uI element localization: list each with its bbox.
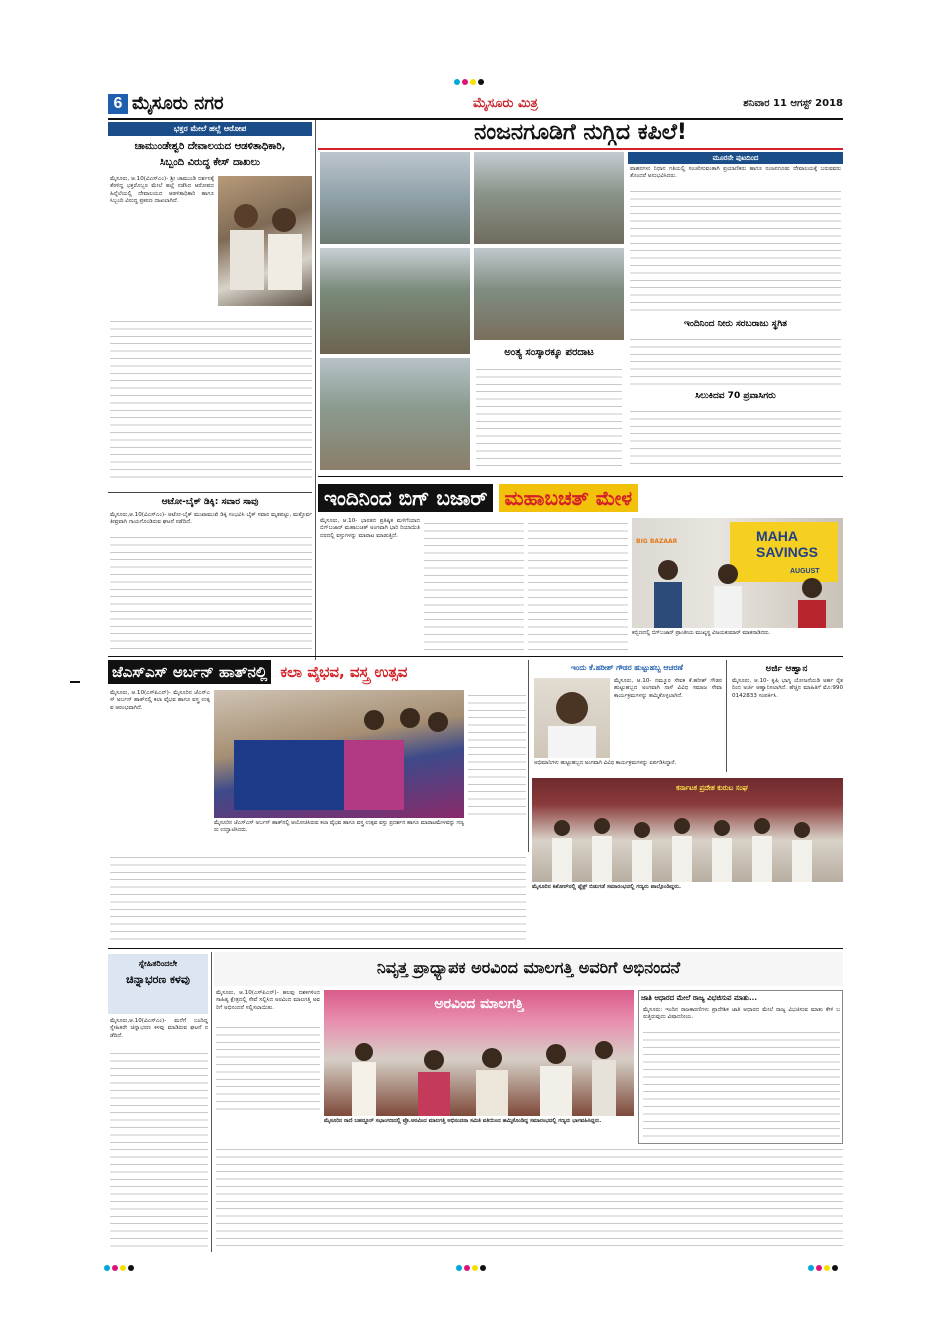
chain-box — [108, 954, 208, 1014]
register-dot-magenta-icon — [462, 79, 468, 85]
left-story-photo — [218, 176, 312, 306]
flood-photo-1 — [320, 152, 470, 244]
register-dot-black-icon — [128, 1265, 134, 1271]
chain-body-lines — [110, 1048, 208, 1248]
top-sidebar-sub1: ಇಂದಿನಿಂದ ನೀರು ಸರಬರಾಜು ಸ್ಥಗಿತ — [684, 319, 787, 329]
birthday-caption-text: ಅಭಿಮಾನಿಗಳು ಹುಟ್ಟುಹಬ್ಬದ ಅಂಗವಾಗಿ ವಿವಿಧ ಕಾರ್ಯಕ್ರಮಗಳನ್ನು ಏರ್ಪಡಿಸಿದ್ದಾರೆ. — [534, 760, 677, 766]
top-sidebar-sub2: ಸಿಲುಕಿದವ 70 ಪ್ರವಾಸಿಗರು — [695, 391, 776, 401]
top-sidebar-lines-b — [630, 334, 841, 388]
flood-photo-5 — [320, 358, 470, 470]
bigbazaar-headline — [318, 484, 843, 514]
margin-mark — [70, 681, 80, 683]
bigbazaar-headline-b: ಮಹಾಬಚತ್ ಮೇಳ — [499, 484, 639, 512]
birthday-body-text: ಮೈಸೂರು, ಆ.10- ನಮ್ಮೂರ ಸೇವಕ ಕೆ.ಹರೀಶ್ ಗೌಡರ ಹುಟ್ಟುಹಬ್ಬದ ಅಂಗವಾಗಿ ನಾಳೆ ವಿವಿಧ ಸಮಾಜ ಸೇವಾ ಕಾರ್ಯಕ್ರಮಗಳನ್ನು ಹಮ್ಮಿಕೊಳ್ಳಲಾಗಿದೆ. — [614, 678, 722, 699]
jss-body-b — [110, 852, 526, 944]
bigbazaar-photo — [632, 518, 843, 628]
event-caption — [532, 884, 843, 944]
register-dot-yellow-icon — [120, 1265, 126, 1271]
jss-headline — [108, 660, 526, 686]
top-headline: ನಂಜನಗೂಡಿಗೆ ನುಗ್ಗಿದ ಕಪಿಲೆ! — [474, 120, 687, 145]
top-sidebar-lines-c — [630, 406, 841, 470]
bigbazaar-ad-savings: SAVINGS — [756, 544, 818, 560]
page-header — [108, 92, 843, 118]
arji-rule — [726, 660, 727, 772]
chain-rule — [211, 952, 212, 1252]
event-photo — [532, 778, 843, 882]
register-dot-cyan-icon — [808, 1265, 814, 1271]
register-dot-black-icon — [480, 1265, 486, 1271]
bigbazaar-caption — [632, 630, 843, 652]
top-sidebar-kicker — [628, 152, 843, 164]
arji-title: ಅರ್ಜಿ ಆಹ್ವಾನ — [765, 664, 808, 674]
jss-body-text: ಮೈಸೂರು, ಆ.10(ಎಸ್‌ಪಿಎನ್)- ಮೈಸೂರಿನ ಜೆಎಸ್‌ಎಸ್ ಅರ್ಬನ್ ಹಾತ್‌ನಲ್ಲಿ ಕಲಾ ವೈಭವ ಹಾಗೂ ವಸ್ತ್ರ ಉತ್ಸವ ಆರಂಭವಾಗಿದೆ. — [110, 690, 210, 711]
birthday-portrait — [534, 678, 610, 758]
jss-side-lines — [468, 690, 526, 818]
event-caption-text: ಮೈಸೂರಿನ ಕಿಶೋರ್‌ನಲ್ಲಿ ಫ್ಲೆಕ್ಸ್ ಬಿಡುಗಡೆ ಸಮಾರಂಭದಲ್ಲಿ ಗಣ್ಯರು ಪಾಲ್ಗೊಂಡಿದ್ದರು. — [532, 884, 682, 890]
register-dot-magenta-icon — [464, 1265, 470, 1271]
bottom-photo — [324, 990, 634, 1116]
group-photo-icon — [532, 778, 843, 882]
page-number: 6 — [113, 95, 123, 112]
jss-caption-text: ಮೈಸೂರಿನ ಜೆಎಸ್‌ಎಸ್ ಅರ್ಬನ್ ಹಾತ್‌ನಲ್ಲಿ ಆಯೋಜಿಸಿರುವ ಕಲಾ ವೈಭವ ಹಾಗೂ ವಸ್ತ್ರ ಉತ್ಸವ ವಸ್ತು ಪ್ರದರ್ಶನ ಹಾಗೂ ಮಾರಾಟಮೇಳವನ್ನು ಗಣ್ಯರು ಉದ್ಘಾಟಿಸಿದರು. — [214, 820, 464, 834]
bigbazaar-ad-maha: MAHA — [756, 528, 798, 544]
register-dots-bottom-right — [808, 1256, 840, 1275]
register-dot-cyan-icon — [104, 1265, 110, 1271]
bigbazaar-ad-brand: BIG BAZAAR — [636, 538, 678, 545]
auto-body-lines — [110, 532, 312, 654]
jss-body-a — [110, 690, 210, 850]
people-photo-icon — [218, 176, 312, 306]
arji-body-text: ಮೈಸೂರು, ಆ.10- ಕೃಷಿ ಭಾಗ್ಯ ಯೋಜನೆಯಡಿ ಅರ್ಹ ರೈತರಿಂದ ಅರ್ಜಿ ಆಹ್ವಾನಿಸಲಾಗಿದೆ. ಹೆಚ್ಚಿನ ಮಾಹಿತಿಗೆ ಮೊ:9900142833 ಸಂಪರ್ಕಿಸಿ. — [732, 678, 843, 699]
bottom-body-cols — [216, 1144, 843, 1248]
birthday-body — [614, 678, 722, 758]
register-dot-black-icon — [478, 79, 484, 85]
funeral-caption-body — [476, 364, 622, 470]
left-kicker — [108, 122, 312, 136]
bigbazaar-body-c — [528, 518, 628, 652]
bigbazaar-body-text: ಮೈಸೂರು, ಆ.10- ಭಾರತದ ಪ್ರತಿಷ್ಠಿತ ಮಳಿಗೆಯಾದ ಬಿಗ್‌ಬಜಾರ್ ಮಹಾಬಚತ್ ಅಂಗವಾಗಿ ಭಾರಿ ರಿಯಾಯಿತಿ ದರದಲ್ಲಿ ವಸ್ತುಗಳನ್ನು ಮಾರಾಟ ಮಾಡುತ್ತಿದೆ. — [320, 518, 420, 539]
jss-headline-b: ಕಲಾ ವೈಭವ, ವಸ್ತ್ರ ಉತ್ಸವ — [280, 663, 408, 681]
lower-rule — [108, 948, 843, 949]
bottom-body-text: ಮೈಸೂರು, ಆ.10(ಎಸ್‌ಪಿಎನ್)- ಹಲವು ದಶಕಗಳಿಂದ ಸಾಹಿತ್ಯ ಕ್ಷೇತ್ರದಲ್ಲಿ ಸೇವೆ ಸಲ್ಲಿಸಿದ ಅರವಿಂದ ಮಾಲಗತ್ತಿ ಅವರಿಗೆ ಅಭಿನಂದನೆ ಸಲ್ಲಿಸಲಾಯಿತು. — [216, 990, 320, 1011]
flood-photo-2 — [474, 152, 624, 244]
bigbazaar-caption-text: ಕಬ್ಬಿಣದಲ್ಲಿ ಬಿಗ್‌ಬಜಾರ್ ಪ್ರಾಂತೀಯ ಮುಖ್ಯಸ್ಥ ವಿಜಯಕುಮಾರ್ ಮಾತನಾಡಿದರು. — [632, 630, 771, 636]
flood-photo-3 — [320, 248, 470, 354]
bottom-caption — [324, 1118, 634, 1140]
register-dot-magenta-icon — [112, 1265, 118, 1271]
bottom-caption-text: ಮೈಸೂರಿನ ರಾಣಿ ಬಹದ್ದೂರ್ ಸಭಾಂಗಣದಲ್ಲಿ ಪ್ರೊ.ಅರವಿಂದ ಮಾಲಗತ್ತಿ ಅಭಿನಂದನಾ ಸಮಿತಿ ವತಿಯಿಂದ ಹಮ್ಮಿಕೊಂಡಿದ್ದ ಸಮಾರಂಭದಲ್ಲಿ ಗಣ್ಯರು ಭಾಗವಹಿಸಿದ್ದರು. — [324, 1118, 602, 1124]
bottom-box-body-text: ಮೈಸೂರು: ಇಂದಿನ ರಾಜಕಾರಣಿಗಳು ಪ್ರಾದೇಶಿಕ ಜಾತಿ ಆಧಾರದ ಮೇಲೆ ರಾಜ್ಯ ವಿಭಜಿಸುವ ಮಾತು ಕೇಳಿ ಬರುತ್ತಿರುವುದು ವಿಷಾದನೀಯ. — [643, 1007, 840, 1021]
bottom-box — [638, 990, 843, 1144]
top-sidebar-lines-a — [630, 186, 841, 316]
mid-rule — [108, 656, 843, 657]
bottom-box-title: ಜಾತಿ ಆಧಾರದ ಮೇಲೆ ರಾಜ್ಯ ವಿಭಜಿಸುವ ಮಾತು... — [641, 994, 757, 1002]
jss-caption — [214, 820, 464, 842]
jss-headline-a: ಜೆಎಸ್‌ಎಸ್ ಅರ್ಬನ್ ಹಾತ್‌ನಲ್ಲಿ — [108, 660, 271, 684]
register-dot-yellow-icon — [824, 1265, 830, 1271]
left-story-byline: ಮೈಸೂರು, ಆ.10(ವಿಎಸ್‌ಎಂ)- ಶ್ರೀ ಚಾಮುಂಡಿ ದರ್ಶನಕ್ಕೆ ತೆರಳಿದ್ದ ಭಕ್ತರೊಬ್ಬರ ಮೇಲೆ ಹಲ್ಲೆ ನಡೆಸಿದ ಆರೋಪದ ಹಿನ್ನೆಲೆಯಲ್ಲಿ ದೇವಾಲಯದ ಆಡಳಿತಾಧಿಕಾರಿ ಹಾಗೂ ಸಿಬ್ಬಂದಿ ವಿರುದ್ಧ ಪ್ರಕರಣ ದಾಖಲಾಗಿದೆ. — [110, 176, 214, 205]
bottom-body-a-lines — [216, 1022, 320, 1110]
bigbazaar-body-a — [320, 518, 420, 652]
bigbazaar-ad-month: AUGUST — [790, 568, 820, 575]
chain-kicker: ಸ್ನೇಹಿತರಿಂದಲೇ — [138, 959, 178, 968]
register-dot-cyan-icon — [454, 79, 460, 85]
column-rule — [315, 120, 316, 660]
bottom-photo-banner: ಅರವಿಂದ ಮಾಲಗತ್ತಿ — [434, 996, 524, 1012]
auto-body-text: ಮೈಸೂರು,ಆ.10(ವಿಎಸ್‌ಎಂ)- ಆಟೋ-ಬೈಕ್ ಮುಖಾಮುಖಿ ಡಿಕ್ಕಿ ಸಂಭವಿಸಿ ಬೈಕ್ ಸವಾರ ಮೃತಪಟ್ಟು, ಮತ್ತೊರ್ವ ತೀವ್ರವಾಗಿ ಗಾಯಗೊಂಡಿರುವ ಘಟನೆ ನಡೆದಿದೆ. — [110, 512, 312, 526]
bigbazaar-headline-a: ಇಂದಿನಿಂದ ಬಿಗ್ ಬಜಾರ್ — [318, 484, 493, 512]
bottom-headline: ನಿವೃತ್ತ ಪ್ರಾಧ್ಯಾಪಕ ಅರವಿಂದ ಮಾಲಗತ್ತಿ ಅವರಿಗೆ ಅಭಿನಂದನೆ — [214, 952, 843, 986]
auto-title: ಆಟೋ-ಬೈಕ್ ಡಿಕ್ಕಿ: ಸವಾರ ಸಾವು — [161, 497, 259, 507]
left-kicker-text: ಭಕ್ತರ ಮೇಲೆ ಹಲ್ಲೆ ಆರೋಪ — [173, 124, 247, 133]
chain-title: ಚಿನ್ನಾಭರಣ ಕಳವು — [126, 973, 190, 986]
page-number-badge — [108, 94, 128, 114]
left-story-body-a — [110, 176, 214, 316]
top-sidebar-body-text: ವಾಹನಗಳು ನಿಧಾನ ಗತಿಯಲ್ಲಿ ಸಂಚರಿಸುವಂತಾಗಿ ಪ್ರಯಾಣಿಕರು ಹಾಗೂ ನಂಜನಗೂಡು ದೇವಾಲಯಕ್ಕೆ ಬರುವವರು ತೊಂದರೆ ಅನುಭವಿಸಿದರು. — [630, 166, 841, 180]
register-dot-cyan-icon — [456, 1265, 462, 1271]
jss-rule — [528, 660, 529, 852]
flood-photo-4 — [474, 248, 624, 340]
masthead: ಮೈಸೂರು ಮಿತ್ರ — [473, 96, 538, 111]
register-dots-bottom-left — [104, 1256, 136, 1275]
birthday-title: ಇಂದು ಕೆ.ಹರೀಶ್ ಗೌಡರ ಹುಟ್ಟುಹಬ್ಬ ಆಚರಣೆ — [571, 663, 683, 672]
birthday-caption — [534, 760, 722, 774]
register-dots-bottom-center — [456, 1256, 488, 1275]
bigbazaar-body-b — [424, 518, 524, 652]
top-headline-underline — [318, 148, 843, 150]
arji-body — [732, 678, 843, 770]
funeral-caption-title: ಅಂತ್ಯ ಸಂಸ್ಕಾರಕ್ಕೂ ಪರದಾಟ — [504, 347, 594, 358]
left-story-body-b — [110, 316, 312, 484]
top-sidebar-kicker-text: ಮೂರನೇ ಪುಟದಿಂದ — [712, 154, 759, 162]
register-dot-yellow-icon — [470, 79, 476, 85]
bottom-box-lines — [643, 1027, 840, 1141]
issue-date: ಶನಿವಾರ 11 ಆಗಸ್ಟ್ 2018 — [743, 98, 843, 109]
textile-display-photo-icon — [214, 690, 464, 818]
chain-body-text: ಮೈಸೂರು,ಆ.10(ವಿಎಸ್‌ಎಂ)- ಮನೆಗೆ ಬಂದಿದ್ದ ಸ್ನೇಹಿತರೇ ಚಿನ್ನಾಭರಣ ಕಳವು ಮಾಡಿರುವ ಘಟನೆ ನಡೆದಿದೆ. — [110, 1018, 208, 1039]
register-dot-black-icon — [832, 1265, 838, 1271]
register-dot-magenta-icon — [816, 1265, 822, 1271]
jss-photo — [214, 690, 464, 818]
left-headline-1: ಚಾಮುಂಡೇಶ್ವರಿ ದೇವಾಲಯದ ಆಡಳಿತಾಧಿಕಾರಿ, — [134, 141, 286, 152]
left-headline-2: ಸಿಬ್ಬಂದಿ ವಿರುದ್ಧ ಕೇಸ್ ದಾಖಲು — [159, 157, 260, 168]
event-banner: ಕರ್ನಾಟಕ ಪ್ರದೇಶ ಕುರುಬ ಸಂಘ — [676, 784, 748, 792]
presenters-photo-icon — [632, 518, 843, 628]
portrait-photo-icon — [534, 678, 610, 758]
register-dot-yellow-icon — [472, 1265, 478, 1271]
section-title: ಮೈಸೂರು ನಗರ — [132, 93, 224, 114]
top-story-bottom-rule — [318, 476, 843, 477]
left-divider — [108, 492, 312, 493]
felicitation-photo-icon — [324, 990, 634, 1116]
register-dots-top — [454, 70, 486, 89]
